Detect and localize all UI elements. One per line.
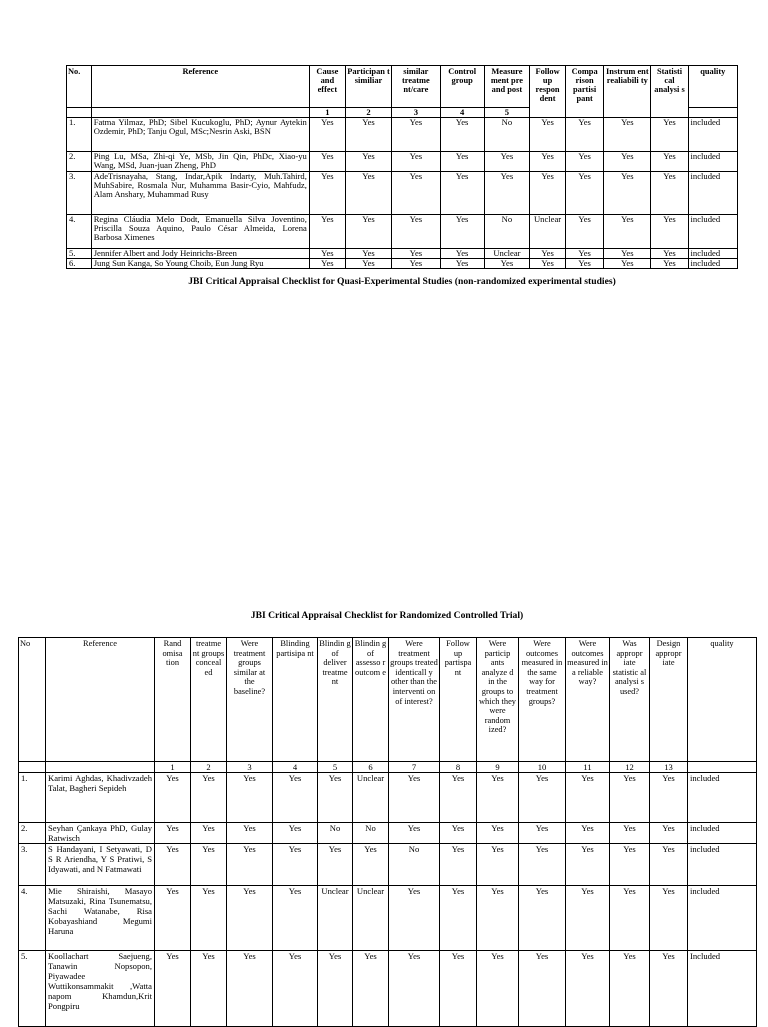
- rct-number-cell: [19, 762, 46, 773]
- row-value: Yes: [519, 823, 566, 844]
- row-quality: included: [688, 172, 737, 215]
- row-reference: Seyhan Çankaya PhD, Gulay Ratwisch: [46, 823, 155, 844]
- row-quality: included: [688, 118, 737, 152]
- row-value: Unclear: [318, 886, 353, 951]
- row-value: Yes: [477, 844, 519, 886]
- row-value: Yes: [484, 259, 529, 269]
- row-reference: Karimi Aghdas, Khadivzadeh Talat, Bagheri Sepideh: [46, 773, 155, 823]
- row-value: Yes: [519, 951, 566, 1027]
- row-value: Yes: [345, 249, 391, 259]
- rct-number-cell: [46, 762, 155, 773]
- quasi-header-cell: Participan t similiar: [345, 66, 391, 108]
- row-value: Yes: [530, 259, 566, 269]
- row-reference: Regina Cláudia Melo Dodt, Emanuella Silva Joventino, Priscilla Souza Aquino, Paulo César Almeida, Lorena Barbosa Ximenes: [91, 215, 309, 249]
- row-value: Yes: [650, 951, 688, 1027]
- quasi-caption: JBI Critical Appraisal Checklist for Quasi-Experimental Studies (non-randomized experimental studies): [188, 276, 616, 287]
- quasi-header-cell: Follow up respon dent: [530, 66, 566, 118]
- quasi-table-row: [67, 152, 738, 172]
- row-value: Yes: [191, 844, 227, 886]
- row-value: Yes: [318, 951, 353, 1027]
- row-value: Yes: [345, 172, 391, 215]
- row-reference: Ping Lu, MSa, Zhi-qi Ye, MSb, Jin Qin, PhDc, Xiao-yu Wang, MSd, Juan-juan Zheng, PhD: [91, 152, 309, 172]
- row-value: Yes: [566, 844, 610, 886]
- row-value: Yes: [484, 152, 529, 172]
- row-quality: included: [688, 844, 757, 886]
- row-value: Yes: [440, 249, 484, 259]
- row-value: Unclear: [353, 773, 389, 823]
- rct-table-row: [19, 886, 757, 951]
- row-value: Yes: [610, 773, 650, 823]
- quasi-header-cell: No.: [67, 66, 92, 108]
- rct-table-row: [19, 951, 757, 1027]
- quasi-header-cell: Cause and effect: [309, 66, 345, 108]
- row-quality: included: [688, 215, 737, 249]
- row-value: Yes: [610, 823, 650, 844]
- row-value: Yes: [530, 152, 566, 172]
- row-value: Yes: [610, 844, 650, 886]
- row-value: Unclear: [530, 215, 566, 249]
- row-value: Yes: [155, 823, 191, 844]
- rct-header-cell: Were particip ants analyze d in the groups to which they were random ized?: [477, 638, 519, 762]
- row-value: Yes: [273, 823, 318, 844]
- row-value: Yes: [345, 152, 391, 172]
- rct-header-cell: Blindin g of assesso r outcom e: [353, 638, 389, 762]
- rct-number-cell: 13: [650, 762, 688, 773]
- row-value: Yes: [309, 152, 345, 172]
- rct-header-cell: Rand omisa tion: [155, 638, 191, 762]
- row-value: Unclear: [484, 249, 529, 259]
- quasi-number-cell: 5: [484, 108, 529, 118]
- row-value: Yes: [566, 152, 604, 172]
- quasi-header-cell: Measure ment pre and post: [484, 66, 529, 108]
- row-value: Yes: [566, 172, 604, 215]
- row-value: Yes: [604, 215, 651, 249]
- quasi-number-cell: 3: [392, 108, 440, 118]
- rct-table-row: [19, 773, 757, 823]
- row-value: Yes: [651, 152, 688, 172]
- rct-number-cell: 1: [155, 762, 191, 773]
- rct-number-cell: 8: [440, 762, 477, 773]
- row-value: Yes: [566, 118, 604, 152]
- rct-number-cell: 12: [610, 762, 650, 773]
- quasi-number-cell: [91, 108, 309, 118]
- row-value: Yes: [530, 249, 566, 259]
- row-value: Yes: [440, 844, 477, 886]
- row-value: Yes: [389, 773, 440, 823]
- row-value: Yes: [227, 886, 273, 951]
- row-value: No: [318, 823, 353, 844]
- rct-number-cell: 7: [389, 762, 440, 773]
- row-quality: included: [688, 152, 737, 172]
- row-value: Yes: [650, 823, 688, 844]
- row-value: Yes: [440, 773, 477, 823]
- row-value: Yes: [440, 951, 477, 1027]
- rct-table: [18, 637, 757, 1027]
- row-value: Yes: [318, 844, 353, 886]
- row-value: Yes: [566, 259, 604, 269]
- row-reference: Jung Sun Kanga, So Young Choib, Eun Jung Ryu: [91, 259, 309, 269]
- row-value: Yes: [392, 259, 440, 269]
- row-value: Yes: [309, 259, 345, 269]
- row-value: Yes: [610, 886, 650, 951]
- row-value: Yes: [651, 118, 688, 152]
- row-value: Yes: [155, 951, 191, 1027]
- row-value: Unclear: [353, 886, 389, 951]
- row-value: Yes: [318, 773, 353, 823]
- quasi-header-row: [67, 66, 738, 108]
- row-value: Yes: [604, 259, 651, 269]
- row-number: 2.: [19, 823, 46, 844]
- quasi-header-cell: Statisti cal analysi s: [651, 66, 688, 118]
- rct-number-cell: 9: [477, 762, 519, 773]
- row-number: 1.: [67, 118, 92, 152]
- row-value: Yes: [440, 823, 477, 844]
- row-value: Yes: [191, 886, 227, 951]
- rct-header-cell: Blindin g of deliver treatme nt: [318, 638, 353, 762]
- rct-number-cell: 6: [353, 762, 389, 773]
- row-quality: included: [688, 773, 757, 823]
- row-value: No: [389, 844, 440, 886]
- rct-header-cell: Were outcomes measured in the same way for treatment groups?: [519, 638, 566, 762]
- row-value: Yes: [309, 118, 345, 152]
- row-value: Yes: [440, 259, 484, 269]
- row-value: No: [353, 823, 389, 844]
- row-value: Yes: [227, 844, 273, 886]
- rct-header-cell: treatme nt groups conceal ed: [191, 638, 227, 762]
- row-value: Yes: [566, 886, 610, 951]
- row-reference: Mie Shiraishi, Masayo Matsuzaki, Rina Tsunematsu, Sachi Watanabe, Risa Kobayashiand Megumi Haruna: [46, 886, 155, 951]
- rct-header-cell: Were outcomes measured in a reliable way?: [566, 638, 610, 762]
- rct-caption: JBI Critical Appraisal Checklist for Randomized Controlled Trial): [250, 610, 524, 621]
- quasi-number-cell: [688, 108, 737, 118]
- row-number: 5.: [19, 951, 46, 1027]
- row-value: Yes: [440, 172, 484, 215]
- row-number: 6.: [67, 259, 92, 269]
- row-value: Yes: [273, 886, 318, 951]
- row-reference: Jennifer Albert and Jody Heinrichs-Breen: [91, 249, 309, 259]
- quasi-header-cell: Instrum ent realiabili ty: [604, 66, 651, 118]
- row-quality: included: [688, 886, 757, 951]
- rct-number-cell: 11: [566, 762, 610, 773]
- row-quality: included: [688, 823, 757, 844]
- rct-header-cell: No: [19, 638, 46, 762]
- quasi-header-cell: Reference: [91, 66, 309, 108]
- row-value: Yes: [566, 215, 604, 249]
- quasi-table-row: [67, 215, 738, 249]
- row-value: Yes: [610, 951, 650, 1027]
- row-value: Yes: [273, 951, 318, 1027]
- rct-table-row: [19, 844, 757, 886]
- row-reference: Fatma Yilmaz, PhD; Sibel Kucukoglu, PhD; Aynur Aytekin Ozdemir, PhD; Tanju Ogul, MSc;Nesrin Aski, BSN: [91, 118, 309, 152]
- row-value: Yes: [440, 886, 477, 951]
- rct-number-row: [19, 762, 757, 773]
- row-number: 1.: [19, 773, 46, 823]
- row-value: Yes: [309, 215, 345, 249]
- row-value: Yes: [651, 259, 688, 269]
- row-value: Yes: [484, 172, 529, 215]
- row-value: Yes: [566, 249, 604, 259]
- row-value: Yes: [530, 118, 566, 152]
- row-value: Yes: [345, 215, 391, 249]
- row-value: Yes: [650, 773, 688, 823]
- quasi-header-cell: quality: [688, 66, 737, 108]
- row-reference: S Handayani, I Setyawati, D S R Ariendha, Y S Pratiwi, S Idyawati, and N Fatmawati: [46, 844, 155, 886]
- row-value: Yes: [651, 172, 688, 215]
- row-value: Yes: [519, 886, 566, 951]
- row-quality: included: [688, 249, 737, 259]
- rct-header-cell: Blinding partisipa nt: [273, 638, 318, 762]
- row-reference: Koollachart Saejueng, Tanawin Nopsopon, Piyawadee Wuttikonsammakit ,Watta napom Khamdun,Krit Pongpiru: [46, 951, 155, 1027]
- row-value: Yes: [604, 249, 651, 259]
- row-value: Yes: [392, 215, 440, 249]
- row-value: Yes: [650, 844, 688, 886]
- row-value: Yes: [530, 172, 566, 215]
- rct-header-cell: Design appropr iate: [650, 638, 688, 762]
- row-number: 4.: [19, 886, 46, 951]
- row-number: 5.: [67, 249, 92, 259]
- rct-number-cell: [688, 762, 757, 773]
- row-number: 2.: [67, 152, 92, 172]
- row-value: Yes: [392, 249, 440, 259]
- rct-number-cell: 2: [191, 762, 227, 773]
- row-value: Yes: [651, 249, 688, 259]
- row-value: Yes: [273, 844, 318, 886]
- row-value: Yes: [477, 773, 519, 823]
- row-value: Yes: [227, 773, 273, 823]
- quasi-table-row: [67, 249, 738, 259]
- row-value: Yes: [389, 951, 440, 1027]
- rct-header-cell: Follow up partispa nt: [440, 638, 477, 762]
- row-value: Yes: [345, 259, 391, 269]
- row-quality: included: [688, 259, 737, 269]
- quasi-header-cell: Compa rison partisi pant: [566, 66, 604, 118]
- row-value: Yes: [566, 823, 610, 844]
- quasi-table-row: [67, 118, 738, 152]
- rct-header-cell: Were treatment groups similar at the baseline?: [227, 638, 273, 762]
- row-value: Yes: [155, 844, 191, 886]
- row-value: Yes: [227, 951, 273, 1027]
- quasi-experimental-table: [66, 65, 738, 269]
- row-value: No: [484, 118, 529, 152]
- row-value: Yes: [227, 823, 273, 844]
- row-value: Yes: [604, 172, 651, 215]
- row-value: Yes: [389, 886, 440, 951]
- rct-number-cell: 5: [318, 762, 353, 773]
- row-number: 4.: [67, 215, 92, 249]
- rct-number-cell: 3: [227, 762, 273, 773]
- row-value: Yes: [345, 118, 391, 152]
- rct-header-cell: Reference: [46, 638, 155, 762]
- row-number: 3.: [67, 172, 92, 215]
- row-value: Yes: [477, 951, 519, 1027]
- row-value: Yes: [440, 215, 484, 249]
- rct-table-row: [19, 823, 757, 844]
- rct-header-cell: quality: [688, 638, 757, 762]
- rct-header-row: [19, 638, 757, 762]
- row-number: 3.: [19, 844, 46, 886]
- row-value: Yes: [440, 152, 484, 172]
- quasi-number-cell: 4: [440, 108, 484, 118]
- row-quality: Included: [688, 951, 757, 1027]
- row-value: Yes: [191, 823, 227, 844]
- row-value: Yes: [155, 886, 191, 951]
- row-value: Yes: [353, 844, 389, 886]
- row-value: Yes: [477, 823, 519, 844]
- row-value: Yes: [566, 773, 610, 823]
- row-value: Yes: [519, 844, 566, 886]
- row-value: Yes: [392, 152, 440, 172]
- row-value: Yes: [650, 886, 688, 951]
- row-value: No: [484, 215, 529, 249]
- row-value: Yes: [477, 886, 519, 951]
- rct-number-cell: 4: [273, 762, 318, 773]
- row-value: Yes: [519, 773, 566, 823]
- row-value: Yes: [392, 118, 440, 152]
- row-reference: AdeTrisnayaha, Stang, Indar,Apik Indarty, Muh.Tahird, MuhSabire, Rosmala Nur, Muhamma Basir-Cyio, Mahfudz, Alam Anshary, Muhammad Rusy: [91, 172, 309, 215]
- row-value: Yes: [392, 172, 440, 215]
- row-value: Yes: [191, 951, 227, 1027]
- quasi-table-row: [67, 172, 738, 215]
- row-value: Yes: [651, 215, 688, 249]
- row-value: Yes: [604, 152, 651, 172]
- row-value: Yes: [309, 172, 345, 215]
- rct-number-cell: 10: [519, 762, 566, 773]
- quasi-number-cell: [67, 108, 92, 118]
- rct-header-cell: Was appropr iate statistic al analysi s used?: [610, 638, 650, 762]
- quasi-header-cell: Control group: [440, 66, 484, 108]
- quasi-number-cell: 2: [345, 108, 391, 118]
- row-value: Yes: [155, 773, 191, 823]
- row-value: Yes: [566, 951, 610, 1027]
- row-value: Yes: [440, 118, 484, 152]
- rct-header-cell: Were treatment groups treated identicall y other than the interventi on of interest?: [389, 638, 440, 762]
- row-value: Yes: [389, 823, 440, 844]
- quasi-number-cell: 1: [309, 108, 345, 118]
- row-value: Yes: [273, 773, 318, 823]
- row-value: Yes: [353, 951, 389, 1027]
- quasi-table-row: [67, 259, 738, 269]
- row-value: Yes: [309, 249, 345, 259]
- quasi-header-cell: similar treatme nt/care: [392, 66, 440, 108]
- row-value: Yes: [604, 118, 651, 152]
- row-value: Yes: [191, 773, 227, 823]
